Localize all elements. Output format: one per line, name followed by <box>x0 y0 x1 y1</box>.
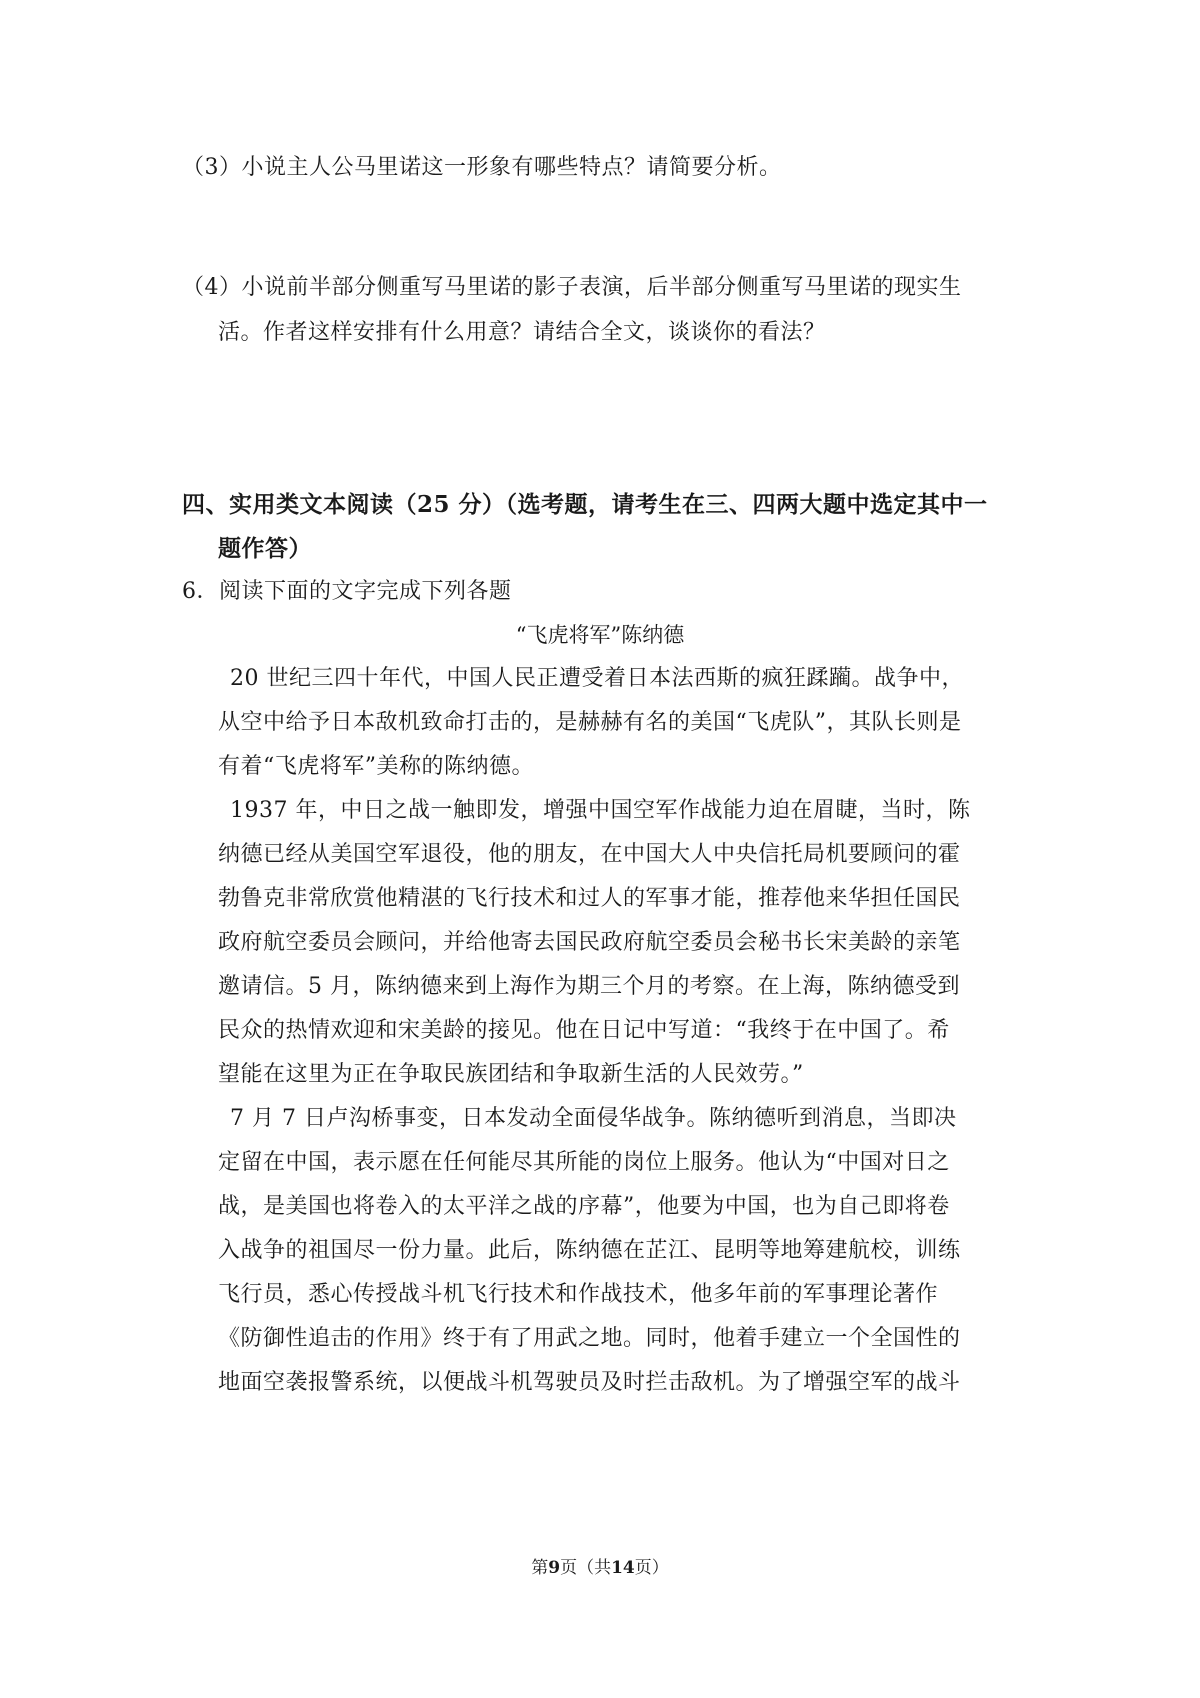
paragraph-1-line-1: 20 世纪三四十年代，中国人民正遭受着日本法西斯的疯狂蹂躏。战争中， <box>230 666 964 691</box>
paragraph-3-line-5: 飞行员，悉心传授战斗机飞行技术和作战技术，他多年前的军事理论著作 <box>218 1282 939 1307</box>
paragraph-1-line-2: 从空中给予日本敌机致命打击的，是赫赫有名的美国“飞虎队”，其队长则是 <box>218 710 962 735</box>
paragraph-3-line-3: 战，是美国也将卷入的太平洋之战的序幕”，他要为中国，也为自己即将卷 <box>218 1194 950 1219</box>
paragraph-2-line-5: 邀请信。5 月，陈纳德来到上海作为期三个月的考察。在上海，陈纳德受到 <box>218 974 960 999</box>
article-title: “飞虎将军”陈纳德 <box>515 623 685 647</box>
paragraph-2-line-2: 纳德已经从美国空军退役，他的朋友，在中国大人中央信托局机要顾问的霍 <box>218 842 961 867</box>
paragraph-3-line-7: 地面空袭报警系统，以便战斗机驾驶员及时拦击敌机。为了增强空军的战斗 <box>218 1370 961 1395</box>
footer-page-number: 9 <box>548 1558 561 1578</box>
paragraph-1-line-3: 有着“飞虎将军”美称的陈纳德。 <box>218 754 534 779</box>
question-4-line-1: （4）小说前半部分侧重写马里诺的影子表演，后半部分侧重写马里诺的现实生 <box>182 275 962 300</box>
section-4-heading-line-2: 题作答） <box>218 535 312 562</box>
footer-prefix: 第 <box>531 1558 549 1578</box>
paragraph-3-line-2: 定留在中国，表示愿在任何能尽其所能的岗位上服务。他认为“中国对日之 <box>218 1150 950 1175</box>
paragraph-2-line-1: 1937 年，中日之战一触即发，增强中国空军作战能力迫在眉睫，当时，陈 <box>230 798 971 823</box>
footer-total-pages: 14 <box>611 1558 635 1578</box>
paragraph-3-line-1: 7 月 7 日卢沟桥事变，日本发动全面侵华战争。陈纳德听到消息，当即决 <box>230 1106 957 1131</box>
item-6-instruction: 6．阅读下面的文字完成下列各题 <box>182 579 512 604</box>
paragraph-2-line-7: 望能在这里为正在争取民族团结和争取新生活的人民效劳。” <box>218 1062 804 1087</box>
footer-suffix: 页） <box>634 1558 669 1578</box>
footer-middle: 页（共 <box>560 1558 612 1578</box>
paragraph-3-line-6: 《防御性追击的作用》终于有了用武之地。同时，他着手建立一个全国性的 <box>218 1326 961 1351</box>
question-4-line-2: 活。作者这样安排有什么用意？请结合全文，谈谈你的看法？ <box>218 320 826 345</box>
paragraph-2-line-6: 民众的热情欢迎和宋美龄的接见。他在日记中写道：“我终于在中国了。希 <box>218 1018 950 1043</box>
paragraph-2-line-4: 政府航空委员会顾问，并给他寄去国民政府航空委员会秘书长宋美龄的亲笔 <box>218 930 961 955</box>
paragraph-3-line-4: 入战争的祖国尽一份力量。此后，陈纳德在芷江、昆明等地筹建航校，训练 <box>218 1238 961 1263</box>
paragraph-2-line-3: 勃鲁克非常欣赏他精湛的飞行技术和过人的军事才能，推荐他来华担任国民 <box>218 886 961 911</box>
section-4-heading-line-1: 四、实用类文本阅读（25 分）（选考题，请考生在三、四两大题中选定其中一 <box>182 491 988 518</box>
question-3: （3）小说主人公马里诺这一形象有哪些特点？请简要分析。 <box>182 155 782 180</box>
page-footer <box>0 1556 1200 1580</box>
